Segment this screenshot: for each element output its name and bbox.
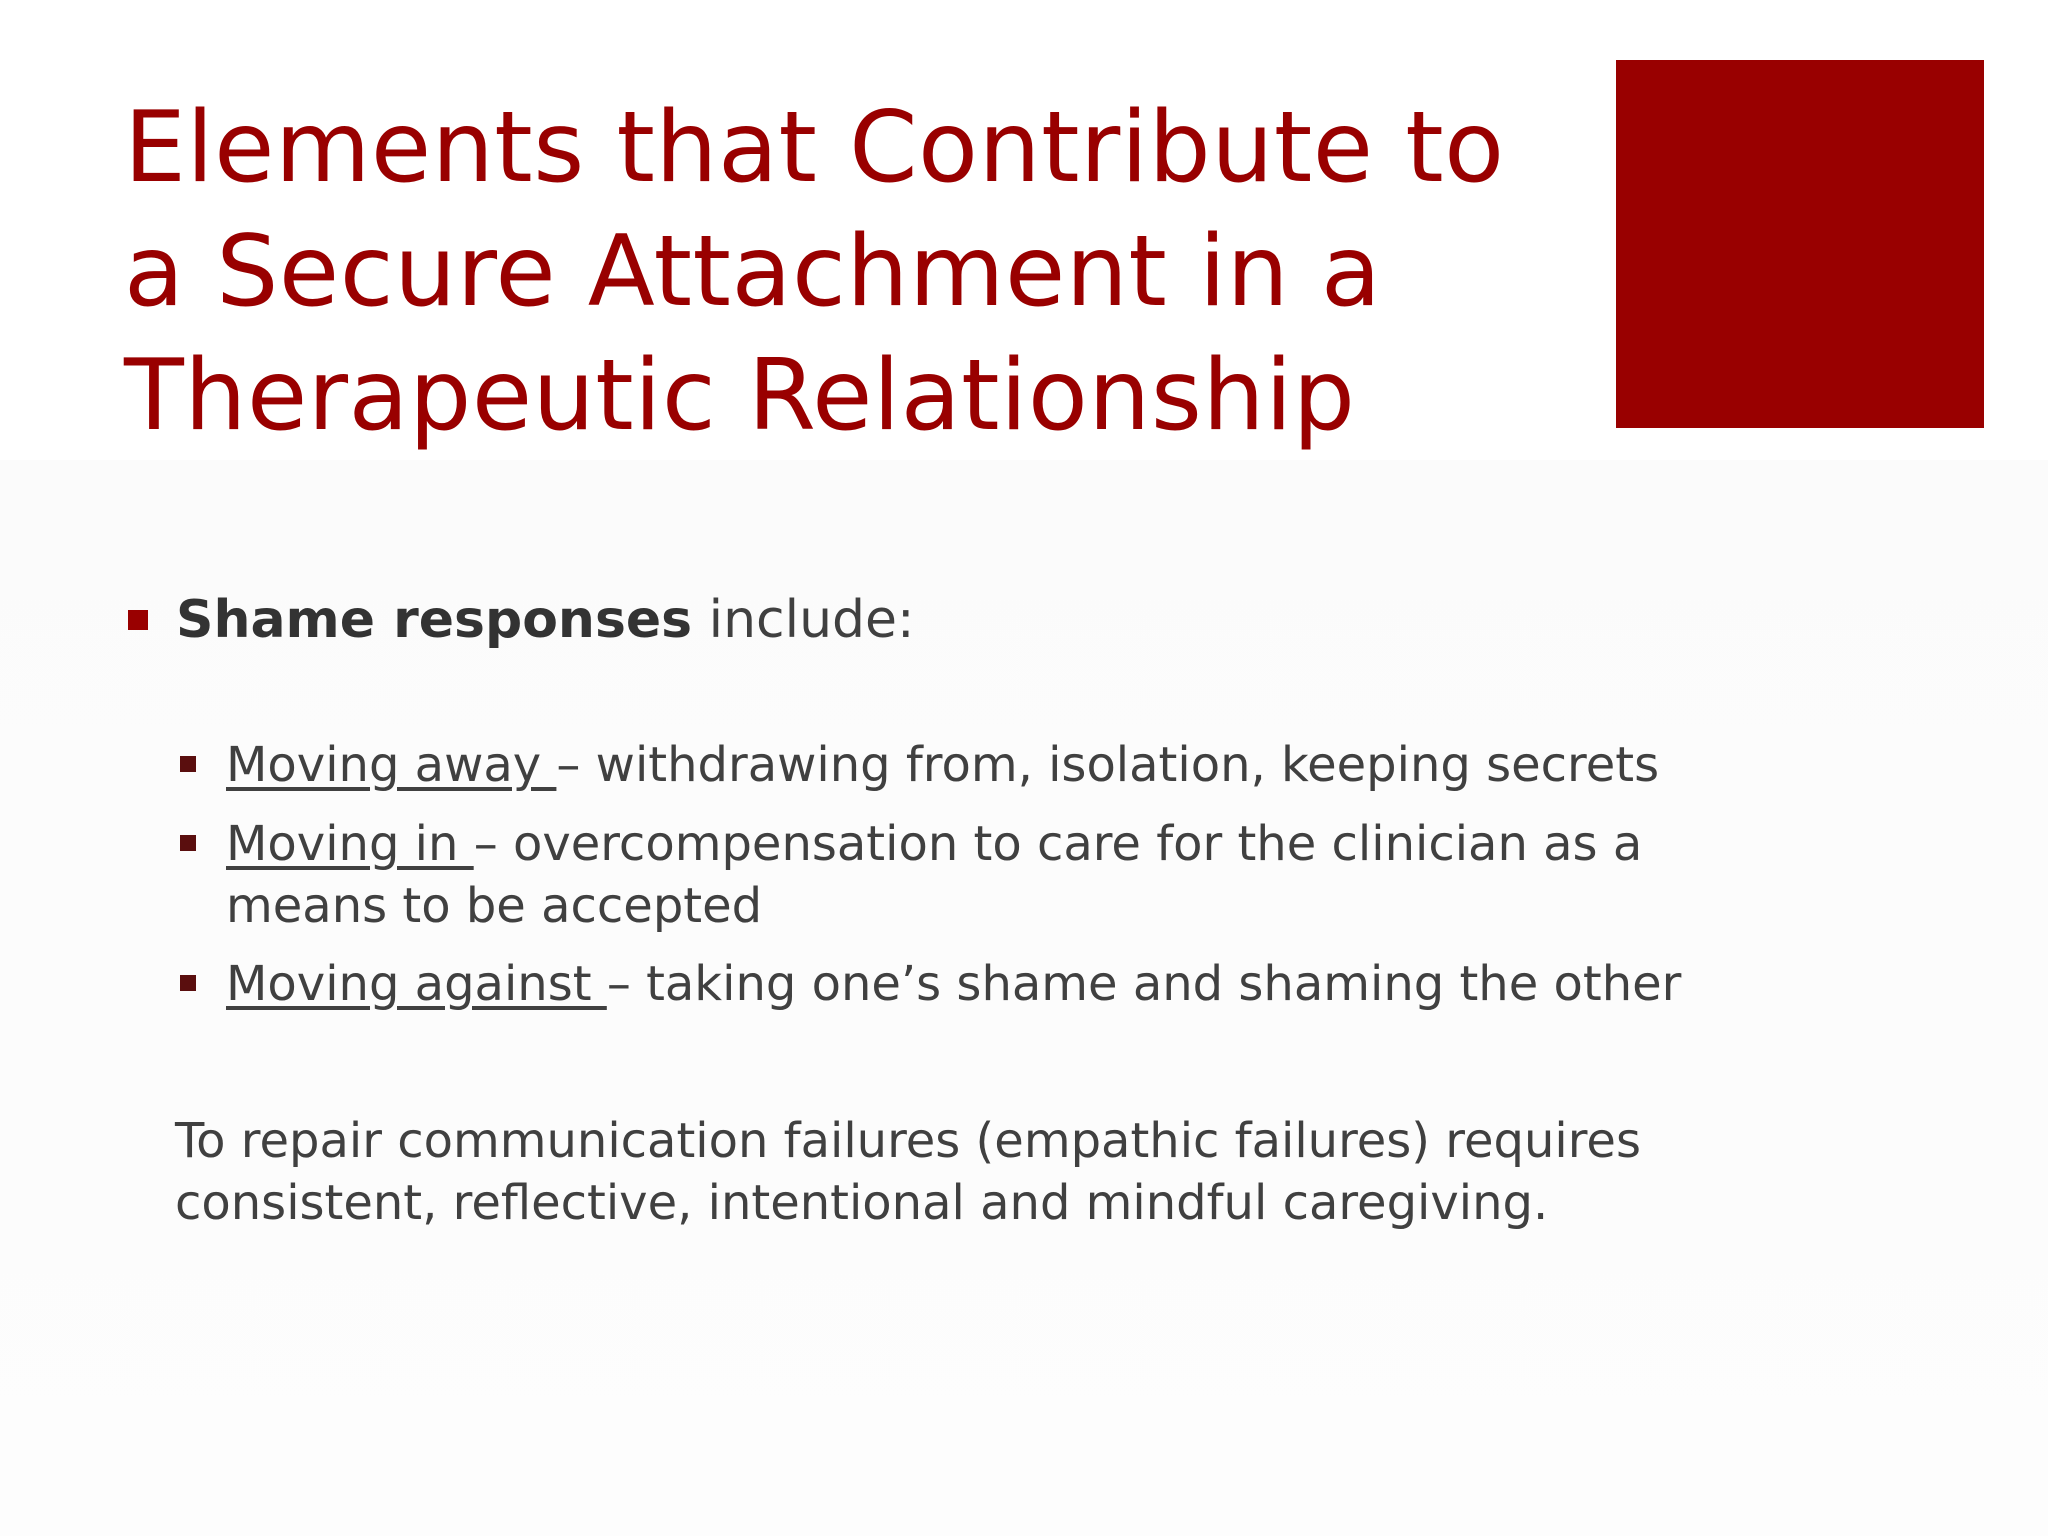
sub-bullet-text (226, 813, 1756, 937)
title-line-3: Therapeutic Relationship (124, 339, 1356, 453)
sub-bullet-moving-against (180, 953, 1740, 1015)
main-bullet-text (176, 588, 915, 652)
sub-bullet-text (226, 953, 1756, 1015)
sub-bullet-description: – overcompensation to care for the clinician as a means to be accepted (226, 816, 1643, 934)
sub-bullet-description: – taking one’s shame and shaming the other (606, 956, 1682, 1012)
square-bullet-icon (180, 756, 196, 772)
square-bullet-icon (128, 610, 148, 630)
sub-bullet-text (226, 734, 1756, 796)
square-bullet-icon (180, 975, 196, 991)
sub-bullet-description: – withdrawing from, isolation, keeping secrets (556, 737, 1660, 793)
sub-bullet-moving-away (180, 734, 1740, 796)
sub-bullet-term: Moving away (226, 737, 557, 793)
title-line-2: a Secure Attachment in a (124, 215, 1382, 329)
sub-bullet-moving-in (180, 813, 1740, 937)
main-bullet-rest: include: (692, 590, 915, 650)
slide-title (124, 86, 1574, 458)
accent-square (1616, 60, 1984, 428)
square-bullet-icon (180, 835, 196, 851)
main-bullet-bold: Shame responses (176, 590, 693, 650)
sub-bullet-term: Moving against (226, 956, 607, 1012)
closing-paragraph: To repair communication failures (empathic failures) requires consistent, reflective, intentional and mindful caregiving. (175, 1113, 1641, 1231)
title-line-1: Elements that Contribute to (124, 91, 1505, 205)
sub-bullet-term: Moving in (226, 816, 474, 872)
